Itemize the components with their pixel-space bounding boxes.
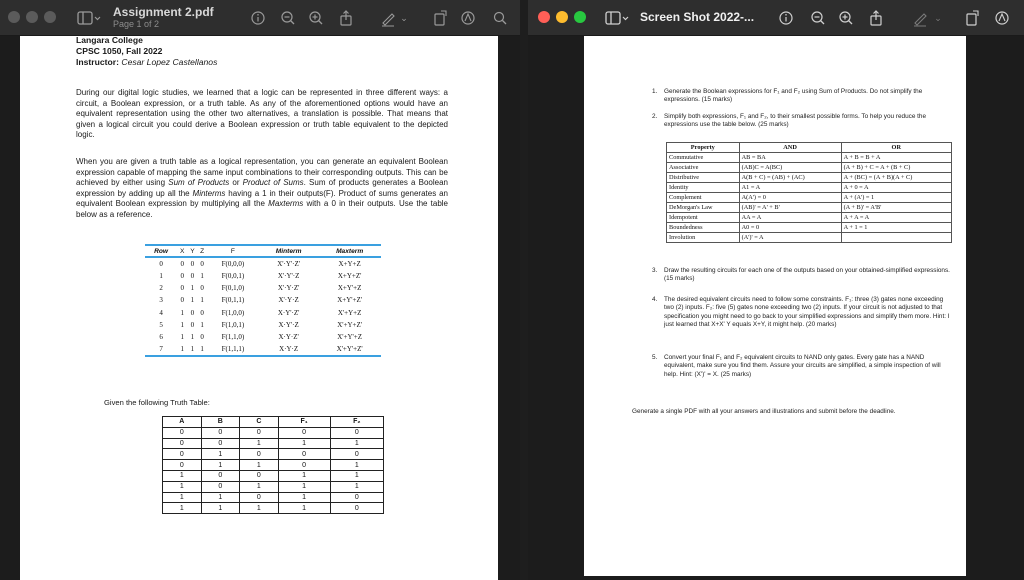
table-cell: 1: [240, 460, 279, 471]
window-title: Screen Shot 2022-...: [640, 10, 755, 24]
instructor-label: Instructor:: [76, 57, 119, 67]
table-cell: 0: [180, 259, 184, 268]
table-cell: 0: [180, 284, 184, 293]
table-cell: 1: [190, 345, 195, 354]
table-cell: A1 = A: [739, 183, 841, 193]
screenshot-image: [584, 36, 966, 576]
col-f2: F₂: [330, 417, 383, 428]
table-row: [163, 492, 384, 503]
boolean-laws-table: [666, 142, 952, 243]
table-cell: Idempotent: [667, 213, 740, 223]
table-row: [163, 503, 384, 514]
bottom-margin: [584, 576, 966, 580]
search-icon[interactable]: [492, 9, 508, 27]
table-cell: X·Y·Z: [279, 345, 299, 354]
table-cell: X'+Y'+Z: [337, 333, 363, 342]
table-cell: 1: [330, 438, 383, 449]
table-cell: 0: [200, 284, 204, 293]
given-truth-table-label: Given the following Truth Table:: [104, 398, 210, 407]
table-cell: (A + B) + C = A + (B + C): [841, 163, 951, 173]
question-text: Simplify both expressions, F₁ and F₂, to their smallest possible forms. To help you reduce the expressions use the table below. (25 marks): [664, 113, 927, 129]
table-cell: 1: [163, 503, 202, 514]
table-cell: 3: [159, 296, 163, 305]
share-icon[interactable]: [338, 9, 354, 27]
markup-pen-icon[interactable]: [380, 9, 396, 27]
zoom-out-icon[interactable]: [280, 9, 296, 27]
table-row: [145, 306, 381, 318]
page-indicator: Page 1 of 2: [113, 19, 160, 29]
table-cell: 1: [200, 271, 204, 280]
minimize-button[interactable]: [556, 11, 568, 23]
table-cell: 1: [159, 271, 163, 280]
table-cell: 0: [278, 449, 330, 460]
zoom-out-icon[interactable]: [810, 9, 826, 27]
table-row: [667, 153, 952, 163]
question-4: [652, 296, 952, 330]
table-cell: A0 = 0: [739, 223, 841, 233]
table-row: [145, 294, 381, 306]
table-cell: A(A') = 0: [739, 193, 841, 203]
table-cell: Distributive: [667, 173, 740, 183]
table-cell: 1: [180, 333, 184, 342]
table-row: [163, 460, 384, 471]
table-cell: 4: [159, 308, 163, 317]
col-f: F: [230, 247, 235, 255]
table-cell: X'·Y·Z': [277, 284, 300, 293]
table-row: [145, 319, 381, 331]
table-cell: (A + B)' = A'B': [841, 203, 951, 213]
table-cell: 0: [163, 460, 202, 471]
table-cell: Complement: [667, 193, 740, 203]
table-cell: 0: [190, 320, 195, 329]
question-1: [652, 88, 952, 105]
table-cell: 1: [278, 481, 330, 492]
table-cell: 1: [200, 345, 204, 354]
question-text: The desired equivalent circuits need to follow some constraints. F₁: three (3) gates none exceeding two (2) inputs. F₂: five (5) gates none exceeding two (2) inputs. If your circuit is not adjusted to that specification you might need to go back to your simplified expressions and simplify them more. Hint: I just learned that X+X' Y equals X+Y, it might help. (20 marks): [664, 296, 950, 329]
question-text: Draw the resulting circuits for each one of the outputs based on your obtained-simplified expressions. (15 marks): [664, 267, 950, 283]
table-cell: X·Y'·Z': [277, 308, 300, 317]
submission-note: Generate a single PDF with all your answers and illustrations and submit before the deadline.: [632, 408, 896, 415]
question-number: 5.: [652, 354, 658, 361]
table-cell: 0: [190, 308, 195, 317]
table-cell: 0: [190, 271, 195, 280]
table-cell: AB = BA: [739, 153, 841, 163]
table-cell: 7: [159, 345, 163, 354]
table-cell: DeMorgan's Law: [667, 203, 740, 213]
table-cell: 2: [159, 284, 163, 293]
question-number: 2.: [652, 113, 658, 120]
table-cell: Commutative: [667, 153, 740, 163]
table-row: [667, 183, 952, 193]
table-cell: X+Y'+Z': [337, 296, 363, 305]
left-margin: [528, 36, 584, 580]
share-icon[interactable]: [868, 9, 884, 27]
table-cell: 1: [240, 503, 279, 514]
table-cell: 0: [240, 492, 279, 503]
table-cell: Identity: [667, 183, 740, 193]
table-cell: X+Y+Z': [337, 271, 362, 280]
table-row: [163, 481, 384, 492]
table-cell: 0: [200, 259, 204, 268]
col-f1: F₁: [278, 417, 330, 428]
table-cell: 1: [200, 320, 204, 329]
table-cell: 0: [190, 259, 195, 268]
table-row: [145, 270, 381, 282]
table-header-row: [667, 143, 952, 153]
table-cell: [841, 233, 951, 243]
table-cell: A + 1 = 1: [841, 223, 951, 233]
table-cell: 6: [159, 333, 163, 342]
rotate-icon[interactable]: [964, 9, 980, 27]
table-cell: 1: [190, 296, 195, 305]
course-name: CPSC 1050, Fall 2022: [76, 46, 163, 56]
table-cell: 0: [200, 333, 204, 342]
question-number: 4.: [652, 296, 658, 303]
table-cell: 1: [330, 460, 383, 471]
sidebar-toggle-icon[interactable]: [604, 9, 630, 27]
window-title: Assignment 2.pdf: [113, 5, 214, 19]
table-cell: 0: [240, 470, 279, 481]
table-cell: F(1,0,1): [221, 320, 245, 329]
table-cell: 1: [278, 503, 330, 514]
table-cell: 0: [200, 308, 204, 317]
table-cell: 0: [163, 427, 202, 438]
table-cell: 0: [201, 438, 240, 449]
col-minterm: Minterm: [275, 247, 302, 255]
table-cell: X'·Y'·Z: [277, 271, 300, 280]
minterm-maxterm-table: [145, 244, 381, 357]
table-cell: 1: [201, 503, 240, 514]
right-margin: [966, 36, 1024, 580]
right-titlebar: [528, 0, 1024, 36]
table-cell: (AB)C = A(BC): [739, 163, 841, 173]
chevron-down-icon[interactable]: ⌄: [400, 13, 408, 23]
markup-icon[interactable]: [994, 9, 1010, 27]
table-cell: 1: [163, 481, 202, 492]
table-cell: F(0,1,1): [221, 296, 245, 305]
zoom-in-icon[interactable]: [838, 9, 854, 27]
pdf-page: [20, 36, 498, 580]
table-row: [667, 233, 952, 243]
table-cell: X+Y'+Z: [337, 284, 362, 293]
table-cell: 1: [240, 438, 279, 449]
table-row: [667, 203, 952, 213]
table-cell: 0: [159, 259, 163, 268]
table-cell: X·Y·Z': [278, 333, 299, 342]
zoom-button[interactable]: [44, 11, 56, 23]
question-5: [652, 354, 952, 379]
close-button[interactable]: [538, 11, 550, 23]
table-row: [667, 213, 952, 223]
table-cell: 1: [278, 438, 330, 449]
table-cell: 0: [330, 492, 383, 503]
table-cell: 0: [240, 427, 279, 438]
table-cell: 5: [159, 320, 163, 329]
table-cell: F(0,1,0): [221, 284, 245, 293]
table-cell: 0: [201, 470, 240, 481]
left-gutter: [0, 36, 20, 580]
col-a: A: [163, 417, 202, 428]
table-row: [667, 223, 952, 233]
table-row: [667, 173, 952, 183]
table-cell: F(0,0,1): [221, 271, 245, 280]
table-cell: A + 0 = A: [841, 183, 951, 193]
table-cell: 0: [180, 296, 184, 305]
table-cell: A + (BC) = (A + B)(A + C): [841, 173, 951, 183]
table-cell: 0: [163, 438, 202, 449]
question-number: 1.: [652, 88, 658, 95]
table-cell: X'+Y+Z: [337, 308, 362, 317]
question-text: Convert your final F₁ and F₂ equivalent circuits to NAND only gates. Every gate has a NAND equivalent, make sure you find them. Assure your circuits are simplified, a simple inspection of will help. Hint: (X')' = X. (25 marks): [664, 354, 941, 378]
question-3: [652, 267, 952, 284]
table-cell: X'+Y+Z': [337, 320, 363, 329]
table-cell: X+Y+Z: [338, 259, 361, 268]
table-cell: F(1,0,0): [221, 308, 245, 317]
question-2: [652, 113, 952, 130]
minimize-button[interactable]: [26, 11, 38, 23]
table-cell: 0: [240, 449, 279, 460]
table-cell: 1: [240, 481, 279, 492]
markup-icon[interactable]: [460, 9, 476, 27]
table-cell: 1: [278, 492, 330, 503]
col-maxterm: Maxterm: [336, 247, 364, 255]
table-cell: 1: [163, 492, 202, 503]
table-row: [667, 163, 952, 173]
table-cell: 1: [180, 345, 184, 354]
table-cell: X'·Y·Z: [278, 296, 299, 305]
table-cell: 0: [330, 503, 383, 514]
left-titlebar: [0, 0, 520, 36]
table-cell: 1: [190, 284, 195, 293]
table-header-row: [163, 417, 384, 428]
info-icon[interactable]: [778, 9, 794, 27]
table-cell: (AB)' = A' + B': [739, 203, 841, 213]
table-cell: 0: [330, 449, 383, 460]
col-row: Row: [154, 247, 169, 255]
truth-table: [162, 416, 384, 514]
question-number: 3.: [652, 267, 658, 274]
table-row: [145, 257, 381, 269]
table-cell: 0: [278, 460, 330, 471]
intro-paragraph: During our digital logic studies, we learned that a logic can be represented in three different ways: a circuit, a Boolean expression, or a truth table. As any of the aforementioned options would have an equivalent representation using the other two alternatives, a translation is possible. That means that given a logical circuit you could derive a Boolean expression or truth table equivalent to the depicted logic.: [76, 88, 448, 140]
table-row: [163, 427, 384, 438]
table-row: [667, 193, 952, 203]
table-cell: 0: [201, 481, 240, 492]
table-cell: X'·Y'·Z': [277, 259, 301, 268]
table-cell: 0: [163, 449, 202, 460]
table-cell: 1: [201, 492, 240, 503]
table-cell: (A')' = A: [739, 233, 841, 243]
table-header-row: [145, 245, 381, 257]
truth-table-paragraph: When you are given a truth table as a logical representation, you can generate an equivalent Boolean expression capable of mapping the same input combinations to their corresponding outputs. This can be achieved by either using Sum of Products or Product of Sums. Sum of products generates a Boolean expression by adding up all the Minterms having a 1 in their outputs(F). Product of sums generates an equivalent Boolean expression by multiplying all the Maxterms with a 0 in their outputs. Use the table below as a reference.: [76, 157, 449, 219]
table-cell: AA = A: [739, 213, 841, 223]
col-y: Y: [190, 247, 195, 255]
table-row: [145, 343, 381, 355]
table-cell: 1: [330, 481, 383, 492]
table-cell: 0: [201, 427, 240, 438]
col-x: X: [180, 247, 185, 255]
college-name: Langara College: [76, 35, 143, 45]
table-cell: Associative: [667, 163, 740, 173]
table-cell: A + B = B + A: [841, 153, 951, 163]
col-c: C: [240, 417, 279, 428]
table-cell: A + A = A: [841, 213, 951, 223]
table-cell: A(B + C) = (AB) + (AC): [739, 173, 841, 183]
table-cell: 1: [201, 449, 240, 460]
table-row: [163, 449, 384, 460]
table-cell: 1: [190, 333, 195, 342]
table-row: [163, 438, 384, 449]
right-gutter: [498, 36, 520, 580]
instructor-name: Cesar Lopez Castellanos: [121, 57, 218, 67]
table-cell: 1: [200, 296, 204, 305]
sidebar-toggle-icon[interactable]: [76, 9, 102, 27]
col-or: OR: [841, 143, 951, 153]
table-cell: F(1,1,1): [221, 345, 245, 354]
table-row: [163, 470, 384, 481]
table-cell: 1: [278, 470, 330, 481]
instructor-line: [76, 57, 217, 68]
rotate-icon[interactable]: [432, 9, 448, 27]
table-cell: 1: [163, 470, 202, 481]
table-cell: 0: [180, 271, 184, 280]
table-cell: X·Y'·Z: [278, 320, 299, 329]
col-b: B: [201, 417, 240, 428]
chevron-down-icon[interactable]: ⌄: [934, 13, 942, 23]
image-window-screenshot: [528, 0, 1024, 580]
table-cell: F(0,0,0): [221, 259, 245, 268]
col-property: Property: [667, 143, 740, 153]
info-icon[interactable]: [250, 9, 266, 27]
table-cell: 1: [201, 460, 240, 471]
zoom-in-icon[interactable]: [308, 9, 324, 27]
table-cell: 0: [278, 427, 330, 438]
table-cell: A + (A') = 1: [841, 193, 951, 203]
table-cell: 1: [180, 320, 184, 329]
table-row: [145, 331, 381, 343]
table-cell: 1: [180, 308, 184, 317]
table-row: [145, 282, 381, 294]
markup-pen-icon[interactable]: [912, 9, 928, 27]
table-cell: 1: [330, 470, 383, 481]
table-cell: F(1,1,0): [221, 333, 245, 342]
zoom-button[interactable]: [574, 11, 586, 23]
table-cell: Boundedness: [667, 223, 740, 233]
question-text: Generate the Boolean expressions for F₁ and F₂ using Sum of Products. Do not simplify the expressions. (15 marks): [664, 88, 923, 104]
close-button[interactable]: [8, 11, 20, 23]
col-and: AND: [739, 143, 841, 153]
col-z: Z: [200, 247, 205, 255]
table-cell: Involution: [667, 233, 740, 243]
table-cell: 0: [330, 427, 383, 438]
table-cell: X'+Y'+Z': [336, 345, 363, 354]
